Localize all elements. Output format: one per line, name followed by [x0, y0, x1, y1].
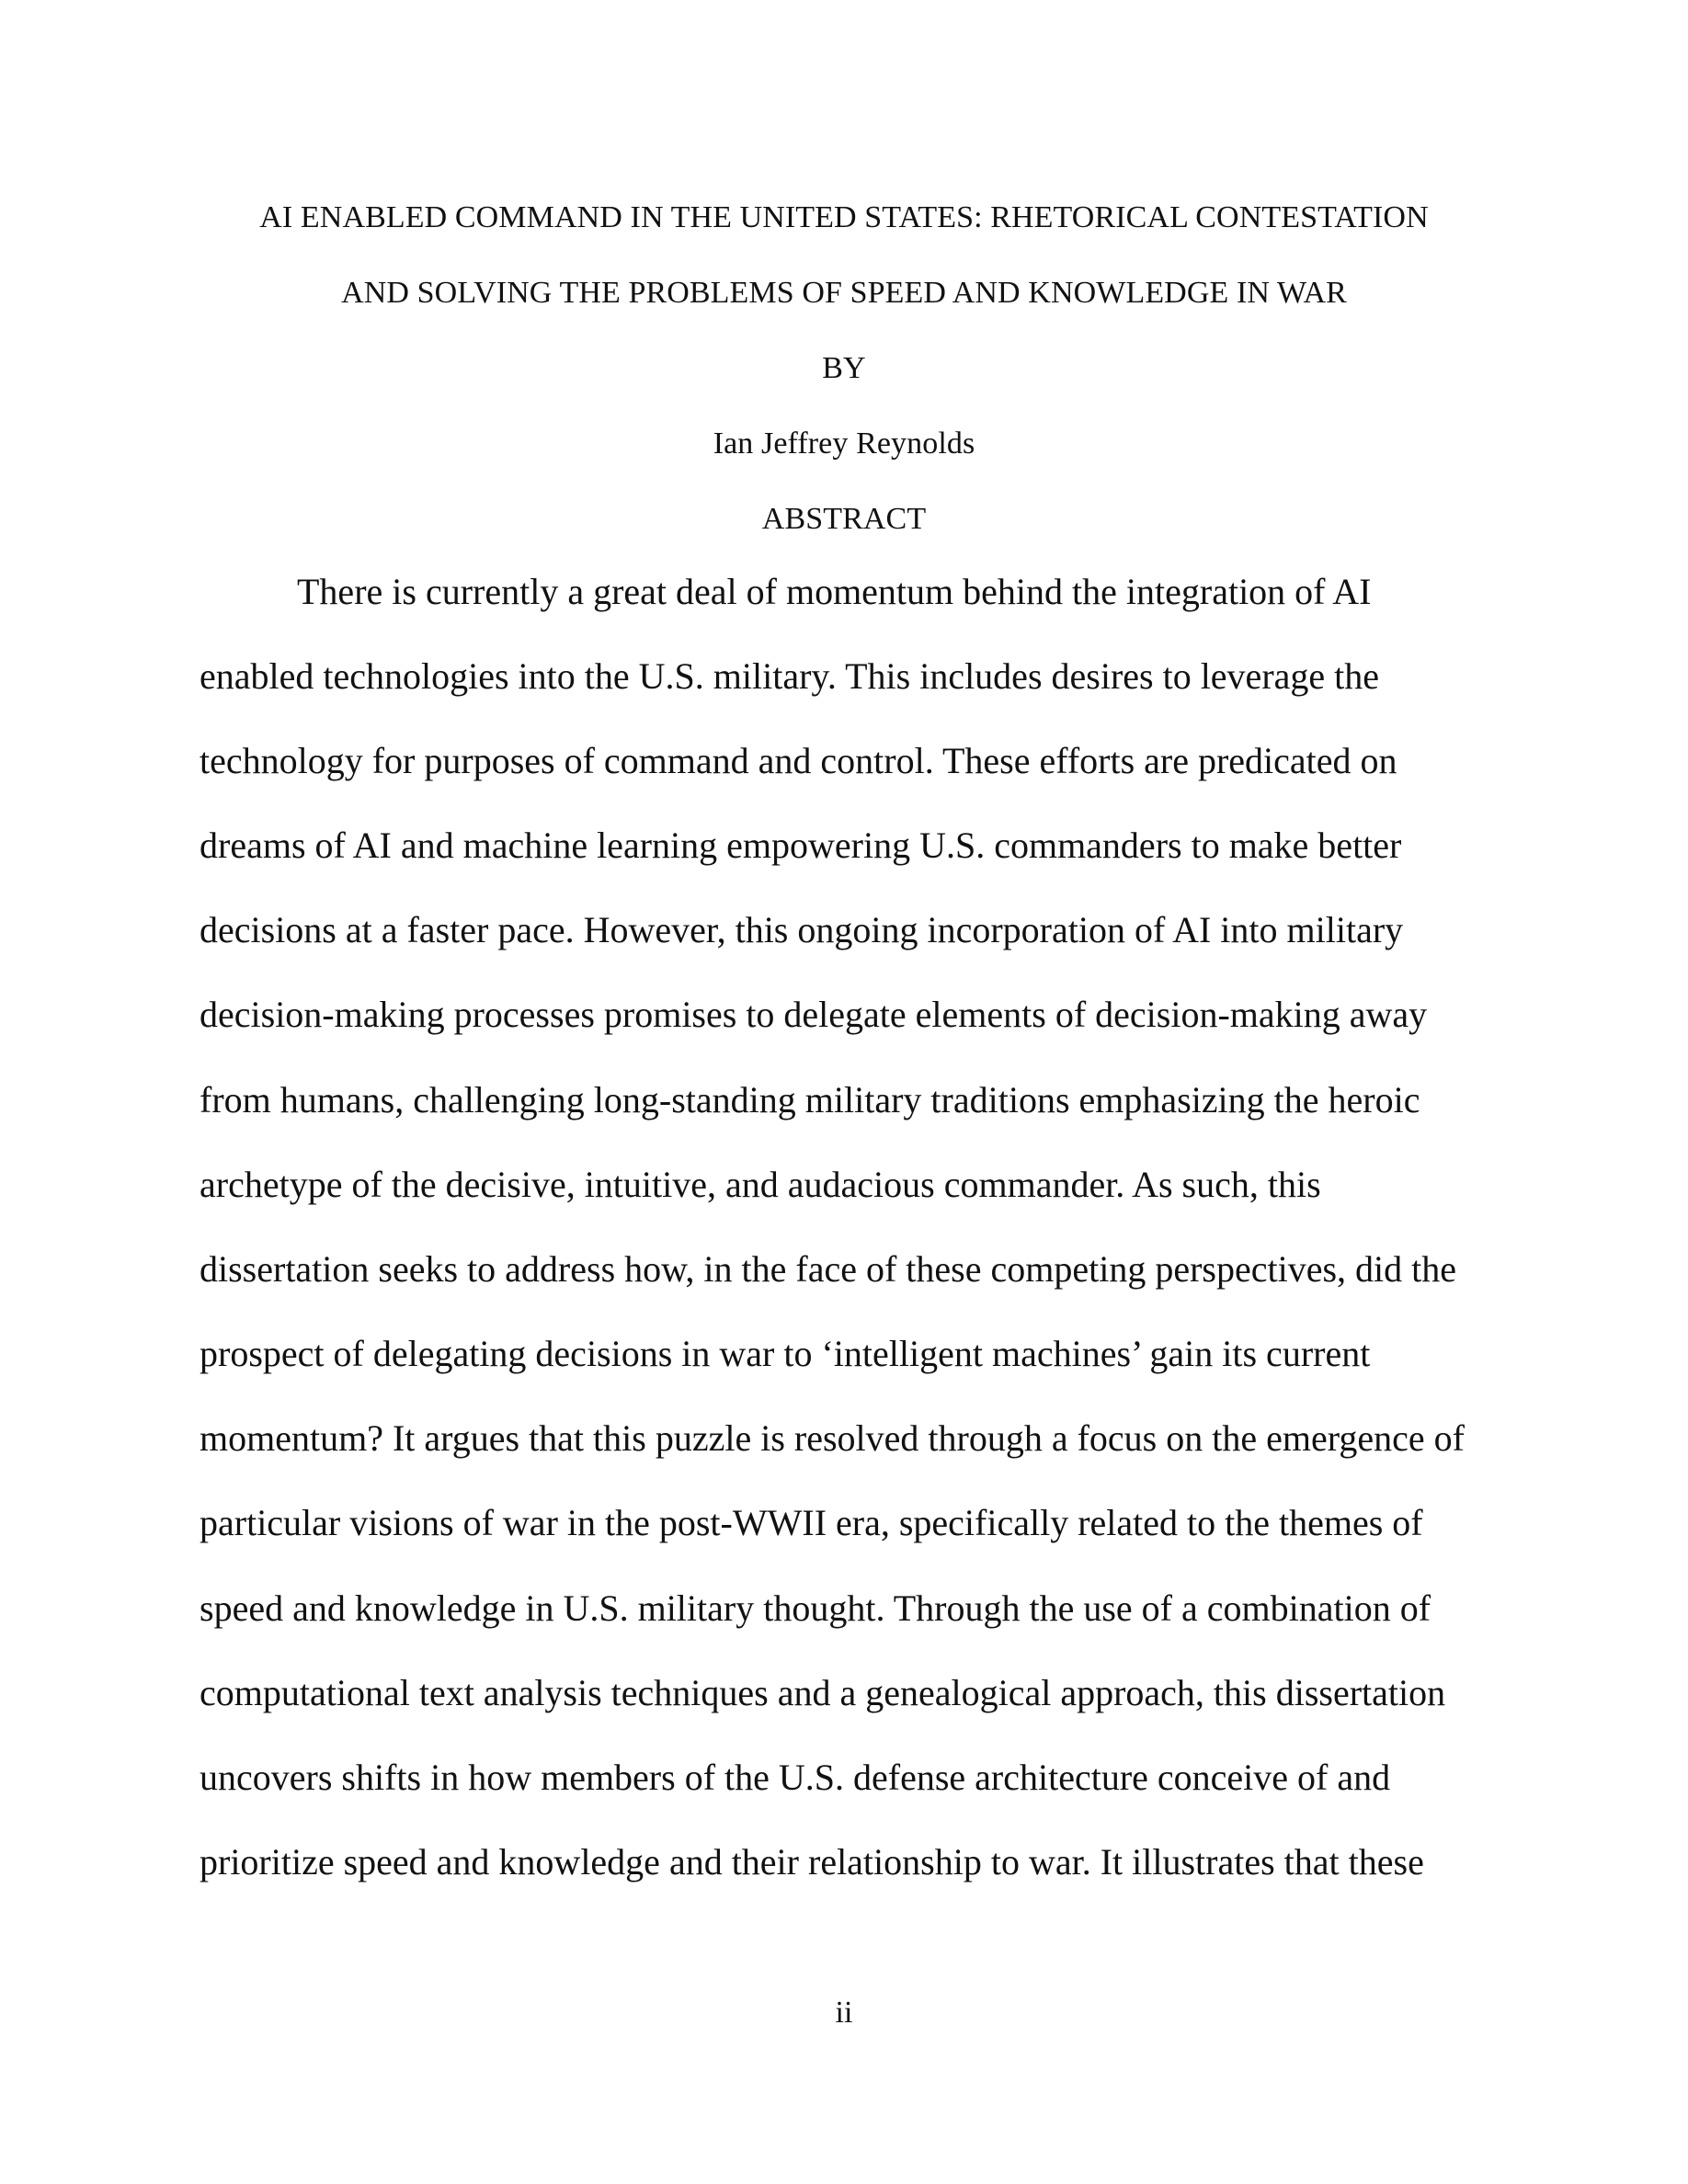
abstract-line-1: There is currently a great deal of momentum behind the integration of AI	[297, 571, 1372, 612]
abstract-line-6: decision-making processes promises to delegate elements of decision-making away	[200, 994, 1428, 1035]
page-number: ii	[835, 1996, 853, 2030]
abstract-line-8: archetype of the decisive, intuitive, and audacious commander. As such, this	[200, 1164, 1321, 1205]
abstract-line-5: decisions at a faster pace. However, this ongoing incorporation of AI into military	[200, 909, 1404, 950]
by-label: BY	[822, 351, 866, 385]
abstract-line-7: from humans, challenging long-standing military traditions emphasizing the heroic	[200, 1079, 1420, 1120]
abstract-line-11: momentum? It argues that this puzzle is resolved through a focus on the emergence of	[200, 1417, 1465, 1459]
abstract-line-4: dreams of AI and machine learning empowering U.S. commanders to make better	[200, 825, 1402, 866]
abstract-line-9: dissertation seeks to address how, in the face of these competing perspectives, did the	[200, 1248, 1457, 1290]
abstract-line-3: technology for purposes of command and control. These efforts are predicated on	[200, 740, 1397, 781]
abstract-line-2: enabled technologies into the U.S. military. This includes desires to leverage the	[200, 655, 1380, 697]
abstract-line-12: particular visions of war in the post-WWII era, specifically related to the themes of	[200, 1502, 1423, 1543]
section-heading: ABSTRACT	[761, 502, 927, 536]
abstract-line-10: prospect of delegating decisions in war to ‘intelligent machines’ gain its current	[200, 1333, 1371, 1374]
abstract-line-13: speed and knowledge in U.S. military thought. Through the use of a combination of	[200, 1587, 1431, 1629]
abstract-line-15: uncovers shifts in how members of the U.S. defense architecture conceive of and	[200, 1757, 1391, 1798]
abstract-line-16: prioritize speed and knowledge and their relationship to war. It illustrates that these	[200, 1841, 1424, 1883]
title-line-2: AND SOLVING THE PROBLEMS OF SPEED AND KNOWLEDGE IN WAR	[341, 276, 1347, 310]
abstract-line-14: computational text analysis techniques and a genealogical approach, this dissertation	[200, 1672, 1446, 1713]
title-line-1: AI ENABLED COMMAND IN THE UNITED STATES: RHETORICAL CONTESTATION	[259, 200, 1429, 234]
author-name: Ian Jeffrey Reynolds	[713, 427, 975, 461]
